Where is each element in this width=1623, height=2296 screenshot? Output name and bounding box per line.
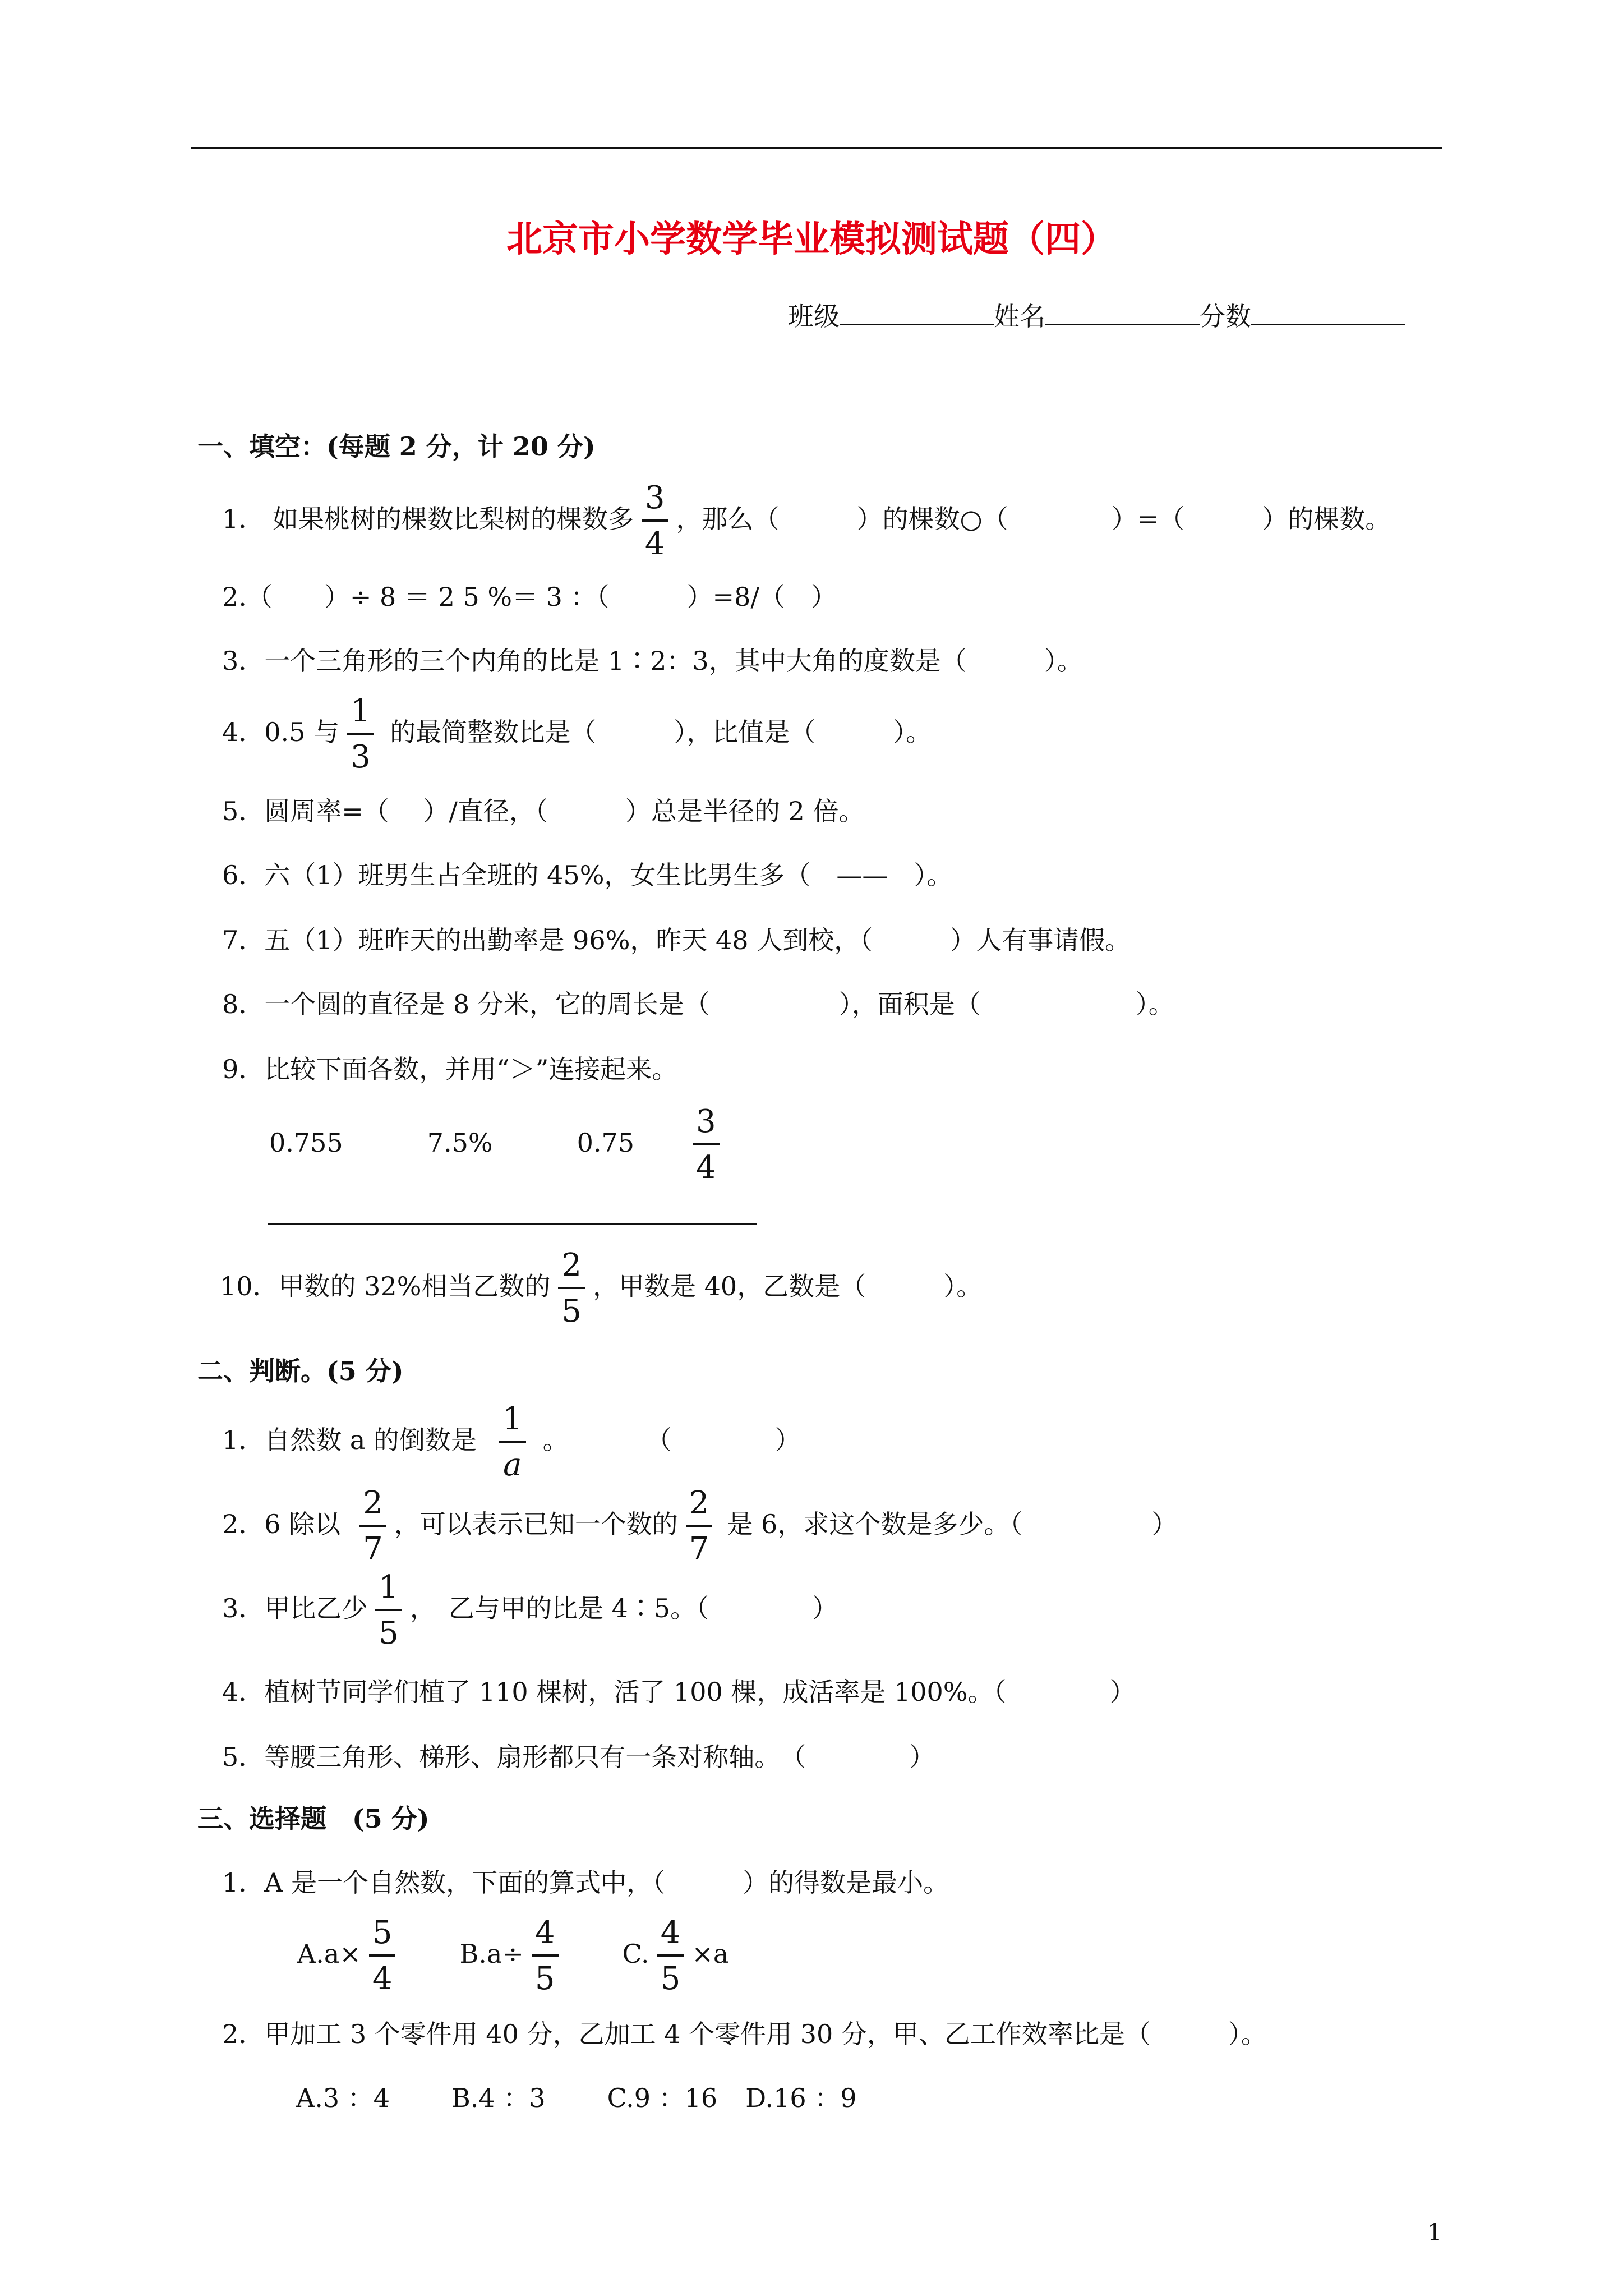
section-heading-choice: 三、选择题 (5 分) <box>197 1803 430 1834</box>
numerator: 2 <box>689 1485 709 1521</box>
question-fill-3: 3．一个三角形的三个内角的比是 1∶2：3，其中大角的度数是（ ）。 <box>222 646 1083 676</box>
question-text: ， 乙与甲的比是 4∶5。（ ） <box>409 1593 838 1623</box>
section-heading-judge: 二、判断。(5 分) <box>197 1356 404 1386</box>
option-c[interactable] <box>622 1915 729 1997</box>
fraction <box>642 482 668 560</box>
question-fill-10 <box>220 1247 983 1329</box>
question-fill-1 <box>222 482 1391 560</box>
score-blank[interactable] <box>1251 302 1405 325</box>
denominator: 7 <box>363 1531 383 1567</box>
question-text: 1．自然数 a 的倒数是 <box>222 1425 477 1455</box>
question-text: 1． 如果桃树的棵数比梨树的棵数多 <box>222 504 634 534</box>
denominator: a <box>503 1447 522 1483</box>
question-choice-2: 2．甲加工 3 个零件用 40 分，乙加工 4 个零件用 30 分，甲、乙工作效率比是（ ）。 <box>222 2019 1267 2049</box>
question-fill-2: 2.（ ）÷ 8 ＝ 2 5 %＝ 3 ：（ ）=8/（ ） <box>222 582 837 612</box>
choice-2-options <box>296 2078 857 2115</box>
denominator: 4 <box>696 1149 716 1186</box>
question-text: ，那么（ ）的棵数○（ ）=（ ）的棵数。 <box>676 504 1391 534</box>
question-choice-1: 1．A 是一个自然数，下面的算式中，（ ）的得数是最小。 <box>222 1867 949 1898</box>
class-label: 班级 <box>788 301 840 332</box>
denominator: 5 <box>561 1293 582 1329</box>
option-d[interactable]: D.16 ：9 <box>745 2083 857 2113</box>
option-a[interactable] <box>297 1915 403 1997</box>
numerator: 5 <box>372 1915 393 1951</box>
denominator: 5 <box>660 1961 681 1997</box>
compare-number: 7.5% <box>427 1128 493 1158</box>
option-b[interactable]: B.4 ：3 <box>451 2083 546 2113</box>
fraction <box>686 1485 713 1567</box>
compare-number: 0.755 <box>269 1128 343 1158</box>
numerator: 4 <box>660 1915 681 1951</box>
question-text: ，可以表示已知一个数的 <box>394 1509 678 1539</box>
numerator: 2 <box>561 1247 582 1283</box>
student-info <box>788 296 1405 333</box>
numerator: 1 <box>502 1401 523 1437</box>
answer-line[interactable] <box>268 1223 757 1225</box>
question-fill-6: 6．六（1）班男生占全班的 45%，女生比男生多（ —— ）。 <box>222 860 953 890</box>
fraction <box>359 1485 386 1567</box>
fraction <box>499 1401 526 1483</box>
page-title: 北京市小学数学毕业模拟测试题（四） <box>506 218 1117 260</box>
question-judge-4: 4．植树节同学们植了 110 棵树，活了 100 棵，成活率是 100%。（ ） <box>222 1677 1136 1707</box>
fraction <box>558 1247 585 1329</box>
option-text: A.a× <box>297 1939 361 1969</box>
question-text: 。 （ ） <box>542 1425 801 1455</box>
option-text: ×a <box>691 1939 729 1969</box>
numerator: 3 <box>644 480 665 516</box>
question-fill-7: 7．五（1）班昨天的出勤率是 96%，昨天 48 人到校，（ ）人有事请假。 <box>222 925 1131 955</box>
numerator: 1 <box>351 693 371 729</box>
section-heading-fill: 一、填空：(每题 2 分，计 20 分) <box>197 431 596 462</box>
fraction <box>375 1569 402 1651</box>
question-judge-2 <box>222 1485 1178 1567</box>
question-judge-3 <box>222 1569 838 1651</box>
question-text: 4．0.5 与 <box>222 717 340 747</box>
numerator: 3 <box>696 1103 716 1140</box>
fraction <box>347 693 374 775</box>
denominator: 5 <box>379 1615 399 1651</box>
fraction <box>369 1917 396 1995</box>
question-judge-1 <box>222 1401 801 1483</box>
question-text: 3．甲比乙少 <box>222 1593 368 1623</box>
class-blank[interactable] <box>840 302 994 325</box>
numerator: 4 <box>534 1915 555 1951</box>
header-rule <box>191 147 1442 149</box>
compare-number: 0.75 <box>577 1128 634 1158</box>
denominator: 3 <box>351 739 371 775</box>
question-fill-4 <box>222 693 932 775</box>
fraction <box>693 1103 720 1186</box>
page-number: 1 <box>1427 2219 1442 2246</box>
numerator: 1 <box>379 1569 399 1605</box>
question-text: 是 6，求这个数是多少。（ ） <box>727 1509 1178 1539</box>
question-fill-9: 9．比较下面各数，并用“＞”连接起来。 <box>222 1054 678 1084</box>
denominator: 7 <box>689 1531 709 1567</box>
question-fill-8: 8．一个圆的直径是 8 分米，它的周长是（ ），面积是（ ）。 <box>222 989 1174 1019</box>
question-judge-5: 5．等腰三角形、梯形、扇形都只有一条对称轴。 （ ） <box>222 1742 935 1772</box>
question-fill-5: 5．圆周率=（ ）/直径，（ ）总是半径的 2 倍。 <box>222 796 865 826</box>
denominator: 4 <box>372 1961 393 1997</box>
option-text: B.a÷ <box>459 1939 524 1969</box>
name-label: 姓名 <box>994 301 1045 332</box>
choice-1-options <box>297 1917 728 1995</box>
name-blank[interactable] <box>1045 302 1200 325</box>
option-text: C. <box>622 1939 649 1969</box>
fraction <box>532 1917 559 1995</box>
numerator: 2 <box>363 1485 383 1521</box>
question-text: ，甲数是 40，乙数是（ ）。 <box>593 1271 983 1301</box>
question-text: 的最简整数比是（ ），比值是（ ）。 <box>381 717 932 747</box>
denominator: 4 <box>644 526 665 562</box>
option-c[interactable]: C.9 ：16 <box>607 2083 718 2113</box>
option-b[interactable] <box>459 1915 566 1997</box>
question-text: 10．甲数的 32%相当乙数的 <box>220 1271 551 1301</box>
score-label: 分数 <box>1200 301 1251 332</box>
denominator: 5 <box>534 1961 555 1997</box>
compare-numbers <box>269 1103 727 1186</box>
fraction <box>657 1917 684 1995</box>
question-text: 2．6 除以 <box>222 1509 341 1539</box>
option-a[interactable]: A.3 ：4 <box>296 2083 390 2113</box>
